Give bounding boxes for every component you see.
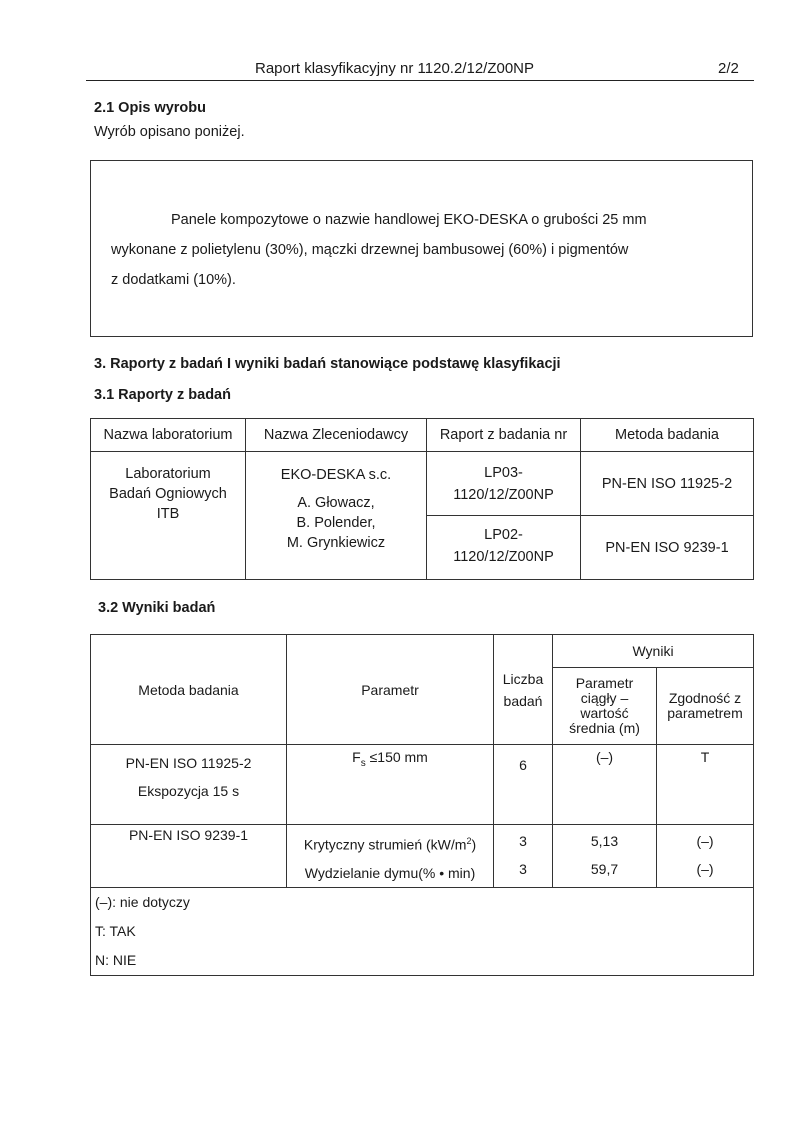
conformity-cell: (–) (–): [657, 825, 754, 888]
test-count-cell: 6: [494, 745, 553, 825]
col-client: Nazwa Zleceniodawcy: [246, 419, 427, 452]
legend-item: T: TAK: [95, 922, 136, 939]
description-line: Panele kompozytowe o nazwie handlowej EKO-DESKA o grubości 25 mm: [171, 212, 647, 228]
client-cell: EKO-DESKA s.c. A. Głowacz, B. Polender, M. Grynkiewicz: [246, 452, 427, 580]
description-line: z dodatkami (10%).: [111, 272, 236, 288]
parameter-cell: $F_s \le 150$ mm: [287, 745, 494, 825]
result-value-cell: 5,13 59,7: [553, 825, 657, 888]
col-conformity: Zgodność z parametrem: [657, 668, 754, 745]
table-header-row: [91, 419, 754, 452]
table-row: [91, 745, 754, 825]
col-report-number: Raport z badania nr: [427, 419, 581, 452]
method-cell: PN-EN ISO 11925-2 Ekspozycja 15 s: [91, 745, 287, 825]
test-reports-table: [90, 418, 754, 580]
description-line: wykonane z polietylenu (30%), mączki drzewnej bambusowej (60%) i pigmentów: [111, 242, 629, 258]
test-results-table: [90, 634, 754, 976]
section-3-heading: 3. Raporty z badań I wyniki badań stanowiące podstawę klasyfikacji: [94, 356, 561, 372]
page-number: 2/2: [718, 60, 739, 77]
legend-item: (–): nie dotyczy: [95, 893, 190, 910]
report-number-cell: LP02- 1120/12/Z00NP: [427, 516, 581, 580]
method-cell: PN-EN ISO 11925-2: [581, 452, 754, 516]
laboratory-cell: Laboratorium Badań Ogniowych ITB: [91, 452, 246, 580]
col-laboratory: Nazwa laboratorium: [91, 419, 246, 452]
result-value-cell: (–): [553, 745, 657, 825]
parameter-cell: Krytyczny strumień $(kW/m^2)$ Wydzielanie dymu(% • min): [287, 825, 494, 888]
test-count-cell: 3 3: [494, 825, 553, 888]
product-description-box: [90, 160, 753, 337]
legend: [91, 887, 754, 975]
col-method: Metoda badania: [91, 635, 287, 745]
col-parameter: Parametr: [287, 635, 494, 745]
col-results: Wyniki: [553, 635, 754, 668]
method-cell: PN-EN ISO 9239-1: [581, 516, 754, 580]
section-3-2-heading: 3.2 Wyniki badań: [98, 600, 216, 616]
section-3-1-heading: 3.1 Raporty z badań: [94, 387, 231, 403]
legend-row: [91, 887, 754, 975]
product-description: [111, 205, 731, 295]
col-test-count: Liczba badań: [494, 635, 553, 745]
header-rule: [86, 80, 754, 81]
report-number-cell: LP03- 1120/12/Z00NP: [427, 452, 581, 516]
report-title: Raport klasyfikacyjny nr 1120.2/12/Z00NP: [255, 60, 535, 77]
col-method: Metoda badania: [581, 419, 754, 452]
conformity-cell: T: [657, 745, 754, 825]
col-result-value: Parametr ciągły – wartość średnia (m): [553, 668, 657, 745]
table-row: [91, 452, 754, 516]
table-row: [91, 825, 754, 888]
section-2-1-heading: 2.1 Opis wyrobu: [94, 100, 206, 116]
legend-item: N: NIE: [95, 951, 137, 968]
table-header-row: [91, 635, 754, 668]
section-2-1-intro: Wyrób opisano poniżej.: [94, 124, 245, 140]
method-cell: PN-EN ISO 9239-1: [91, 825, 287, 888]
